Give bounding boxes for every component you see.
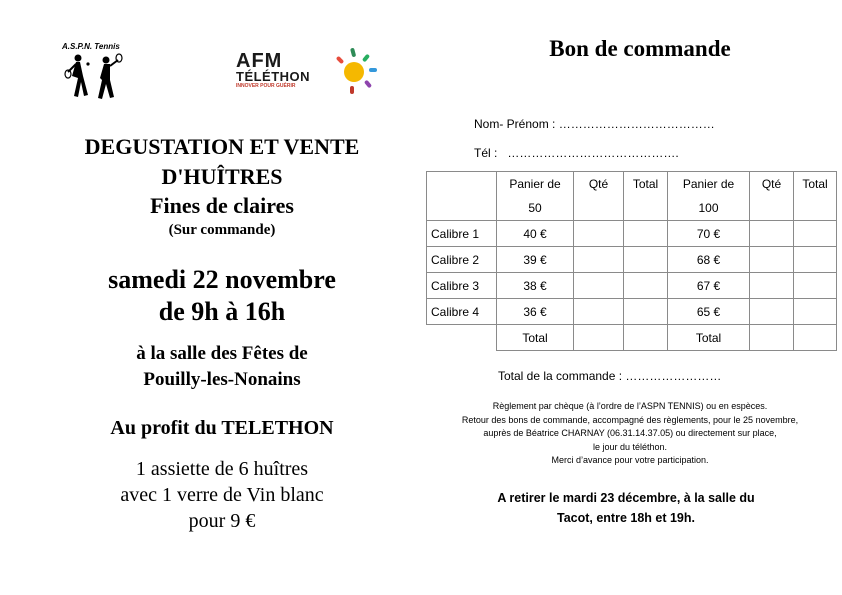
event-title [40,132,404,192]
calibre-label: Calibre 2 [427,247,497,273]
total-label-100: Total [668,325,750,351]
price-100: 65 € [668,299,750,325]
note-line: Règlement par chèque (à l’ordre de l’ASPN TENNIS) ou en espèces. [492,401,768,411]
total-commande-label: Total de la commande : [498,369,623,383]
note-line: Retour des bons de commande, accompagné des règlements, pour le 25 novembre, [461,414,799,425]
total-50-input[interactable] [624,273,668,299]
venue-line2: Pouilly-les-Nonains [143,369,301,390]
afm-line2: TÉLÉTHON [236,69,311,84]
header-panier-100-line1: Panier de [682,177,735,191]
table-row [427,221,837,247]
total-commande-value: …………………… [625,369,722,383]
offer-line3: pour 9 € [188,510,256,532]
qty-50-input[interactable] [574,273,624,299]
price-50: 36 € [497,299,574,325]
name-field[interactable] [474,117,715,131]
header-panier-100 [668,172,750,221]
offer-line2: avec 1 verre de Vin blanc [120,484,324,506]
price-50: 40 € [497,221,574,247]
payment-notes [418,400,842,468]
header-qte-50: Qté [574,172,624,221]
qty-50-input[interactable] [574,247,624,273]
blank-cell [427,325,497,351]
price-100: 67 € [668,273,750,299]
qty-100-input[interactable] [750,273,794,299]
event-benefit: Au profit du TELETHON [110,417,334,439]
corner-cell [427,172,497,221]
total-50-input[interactable] [624,299,668,325]
header-total-100: Total [794,172,837,221]
event-hours: de 9h à 16h [158,297,286,326]
pickup-line1: A retirer le mardi 23 décembre, à la salle du [497,491,755,505]
total-sum-100-input[interactable] [794,325,837,351]
event-datetime [40,264,404,328]
header-qte-100: Qté [750,172,794,221]
price-100: 70 € [668,221,750,247]
tel-field[interactable] [474,146,679,160]
tennis-players-logo [64,52,124,112]
table-row [427,247,837,273]
form-title: Bon de commande [549,36,731,61]
table-row [427,299,837,325]
total-commande-field[interactable] [498,369,721,383]
header-panier-100-line2: 100 [698,201,719,215]
event-date: samedi 22 novembre [108,265,336,294]
name-value: ………………………………… [558,117,715,131]
pickup-info [420,488,832,528]
table-total-row [427,325,837,351]
tel-value: ……………………………………. [507,146,679,160]
total-50-input[interactable] [624,247,668,273]
table-row [427,273,837,299]
note-line: le jour du téléthon. [592,441,668,452]
afm-tagline: INNOVER POUR GUÉRIR [236,83,296,89]
qty-100-input[interactable] [750,221,794,247]
telethon-sun-icon [334,46,378,96]
total-100-input[interactable] [794,247,837,273]
total-qty-50-input[interactable] [574,325,624,351]
header-total-50: Total [624,172,668,221]
total-100-input[interactable] [794,221,837,247]
offer-line1: 1 assiette de 6 huîtres [135,458,309,480]
event-offer [40,456,404,534]
total-label-50: Total [497,325,574,351]
venue-line1: à la salle des Fêtes de [136,343,308,364]
note-line: Merci d’avance pour votre participation. [551,455,709,465]
qty-100-input[interactable] [750,247,794,273]
total-50-input[interactable] [624,221,668,247]
name-label: Nom- Prénom : [474,117,556,131]
order-table [426,171,837,351]
event-title-line2: D'HUÎTRES [161,164,283,189]
price-100: 68 € [668,247,750,273]
header-panier-50-line1: Panier de [509,177,561,191]
event-note: (Sur commande) [168,222,276,238]
price-50: 38 € [497,273,574,299]
afm-line1: AFM [236,50,283,72]
qty-50-input[interactable] [574,299,624,325]
pickup-line2: Tacot, entre 18h et 19h. [556,511,695,525]
total-100-input[interactable] [794,299,837,325]
event-title-line1: DEGUSTATION ET VENTE [84,134,360,159]
total-100-input[interactable] [794,273,837,299]
calibre-label: Calibre 4 [427,299,497,325]
total-qty-100-input[interactable] [750,325,794,351]
price-50: 39 € [497,247,574,273]
calibre-label: Calibre 3 [427,273,497,299]
qty-100-input[interactable] [750,299,794,325]
event-subtitle: Fines de claires [150,193,294,218]
header-panier-50 [497,172,574,221]
table-header-row [427,172,837,221]
header-panier-50-line2: 50 [528,201,542,215]
afm-telethon-logo [236,52,310,90]
tel-label: Tél : [474,146,498,160]
note-line: auprès de Béatrice CHARNAY (06.31.14.37.05) ou directement sur place, [483,428,777,438]
total-sum-50-input[interactable] [624,325,668,351]
calibre-label: Calibre 1 [427,221,497,247]
club-name: A.S.P.N. Tennis [62,42,120,51]
event-venue [40,341,404,393]
qty-50-input[interactable] [574,221,624,247]
